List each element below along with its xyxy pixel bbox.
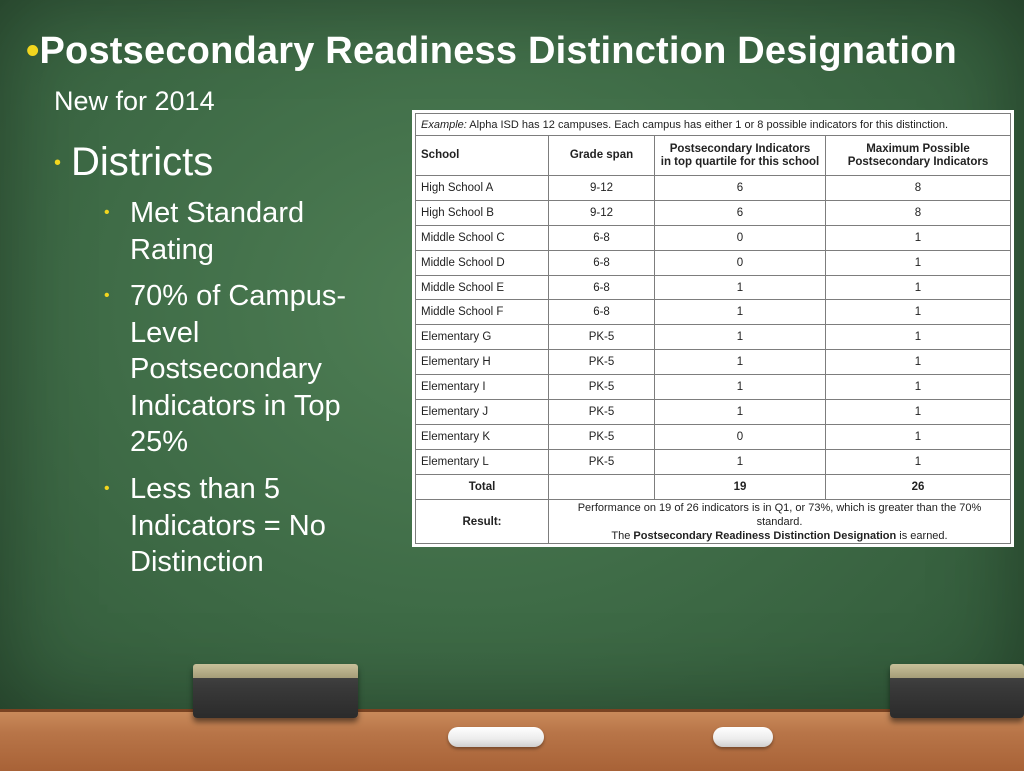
grade-span-cell: 9-12 [549, 176, 655, 201]
grade-span-cell: PK-5 [549, 449, 655, 474]
max-indicators-cell: 1 [826, 375, 1011, 400]
sub-bullet-text: 70% of Campus-Level Postsecondary Indicators in Top 25% [130, 280, 346, 458]
eraser-right [890, 664, 1024, 718]
grade-span-cell: PK-5 [549, 375, 655, 400]
max-indicators-cell: 8 [826, 200, 1011, 225]
indicators-cell: 1 [655, 350, 826, 375]
bullet-dot: • [54, 152, 62, 174]
sub-bullet-text: Less than 5 Indicators = No Distinction [130, 473, 326, 578]
max-indicators-cell: 1 [826, 225, 1011, 250]
school-cell: High School B [416, 200, 549, 225]
result-line2-bold: Postsecondary Readiness Distinction Designation [633, 529, 897, 542]
indicators-cell: 1 [655, 275, 826, 300]
table-row [416, 350, 1011, 375]
eraser-felt [890, 664, 1024, 678]
total-grade-empty [549, 474, 655, 499]
header-school: School [416, 136, 549, 176]
school-cell: Elementary I [416, 375, 549, 400]
caption-text: Alpha ISD has 12 campuses. Each campus has either 1 or 8 possible indicators for this distinction. [466, 118, 949, 131]
result-line1: Performance on 19 of 26 indicators is in Q1, or 73%, which is greater than the 70% standard. [577, 501, 982, 528]
bullet-dot: • [104, 204, 110, 221]
indicators-cell: 0 [655, 424, 826, 449]
table-header-row [416, 136, 1011, 176]
slide-title [26, 30, 957, 73]
header-indicators [655, 136, 826, 176]
table-row [416, 275, 1011, 300]
result-text [549, 500, 1011, 544]
total-max: 26 [826, 474, 1011, 499]
table-row [416, 176, 1011, 201]
example-table [415, 113, 1011, 544]
grade-span-cell: PK-5 [549, 424, 655, 449]
header-indicators-line2: in top quartile for this school [660, 155, 820, 168]
max-indicators-cell: 1 [826, 424, 1011, 449]
table-row [416, 325, 1011, 350]
header-max-line2: Postsecondary Indicators [847, 155, 989, 168]
header-max-line1: Maximum Possible [866, 142, 970, 155]
indicators-cell: 0 [655, 225, 826, 250]
result-label: Result: [416, 500, 549, 544]
indicators-cell: 1 [655, 375, 826, 400]
school-cell: Middle School D [416, 250, 549, 275]
grade-span-cell: 6-8 [549, 225, 655, 250]
slide-subtitle: New for 2014 [54, 86, 215, 116]
sub-bullet [104, 195, 374, 268]
indicators-cell: 1 [655, 325, 826, 350]
table-caption [416, 114, 1011, 136]
table-caption-row [416, 114, 1011, 136]
chalk-stick [448, 727, 544, 747]
sub-bullet-text: Met Standard Rating [130, 197, 305, 266]
bullet-dot: • [104, 480, 110, 497]
bullet-districts-text: Districts [71, 140, 214, 184]
indicators-cell: 1 [655, 400, 826, 425]
table-row [416, 225, 1011, 250]
indicators-cell: 0 [655, 250, 826, 275]
max-indicators-cell: 1 [826, 300, 1011, 325]
grade-span-cell: 6-8 [549, 275, 655, 300]
bullet-dot: • [104, 287, 110, 304]
school-cell: Elementary H [416, 350, 549, 375]
school-cell: High School A [416, 176, 549, 201]
school-cell: Middle School E [416, 275, 549, 300]
max-indicators-cell: 1 [826, 250, 1011, 275]
grade-span-cell: PK-5 [549, 400, 655, 425]
grade-span-cell: 6-8 [549, 250, 655, 275]
total-indicators: 19 [655, 474, 826, 499]
table-row [416, 424, 1011, 449]
school-cell: Elementary J [416, 400, 549, 425]
header-indicators-line1: Postsecondary Indicators [669, 142, 811, 155]
school-cell: Elementary G [416, 325, 549, 350]
grade-span-cell: 9-12 [549, 200, 655, 225]
max-indicators-cell: 1 [826, 400, 1011, 425]
max-indicators-cell: 1 [826, 325, 1011, 350]
table-row [416, 250, 1011, 275]
chalk-stick [713, 727, 773, 747]
sub-bullet [104, 278, 374, 461]
header-grade-span: Grade span [549, 136, 655, 176]
max-indicators-cell: 1 [826, 350, 1011, 375]
table-row [416, 200, 1011, 225]
indicators-cell: 1 [655, 449, 826, 474]
max-indicators-cell: 1 [826, 275, 1011, 300]
indicators-cell: 1 [655, 300, 826, 325]
slide-title-text: Postsecondary Readiness Distinction Designation [39, 30, 957, 72]
max-indicators-cell: 8 [826, 176, 1011, 201]
bullet-districts [54, 140, 213, 185]
indicators-cell: 6 [655, 176, 826, 201]
school-cell: Middle School F [416, 300, 549, 325]
title-bullet: • [26, 30, 40, 72]
grade-span-cell: 6-8 [549, 300, 655, 325]
eraser-left [193, 664, 358, 718]
max-indicators-cell: 1 [826, 449, 1011, 474]
header-max-indicators [826, 136, 1011, 176]
table-row [416, 400, 1011, 425]
school-cell: Elementary L [416, 449, 549, 474]
example-table-panel [412, 110, 1014, 547]
table-row [416, 375, 1011, 400]
grade-span-cell: PK-5 [549, 350, 655, 375]
school-cell: Elementary K [416, 424, 549, 449]
result-line2-suffix: is earned. [896, 529, 948, 542]
table-result-row [416, 500, 1011, 544]
school-cell: Middle School C [416, 225, 549, 250]
table-total-row [416, 474, 1011, 499]
indicators-cell: 6 [655, 200, 826, 225]
caption-prefix: Example: [421, 118, 467, 131]
total-label: Total [416, 474, 549, 499]
grade-span-cell: PK-5 [549, 325, 655, 350]
table-row [416, 449, 1011, 474]
table-row [416, 300, 1011, 325]
eraser-felt [193, 664, 358, 678]
sub-bullet [104, 471, 374, 581]
result-line2-prefix: The [611, 529, 634, 542]
